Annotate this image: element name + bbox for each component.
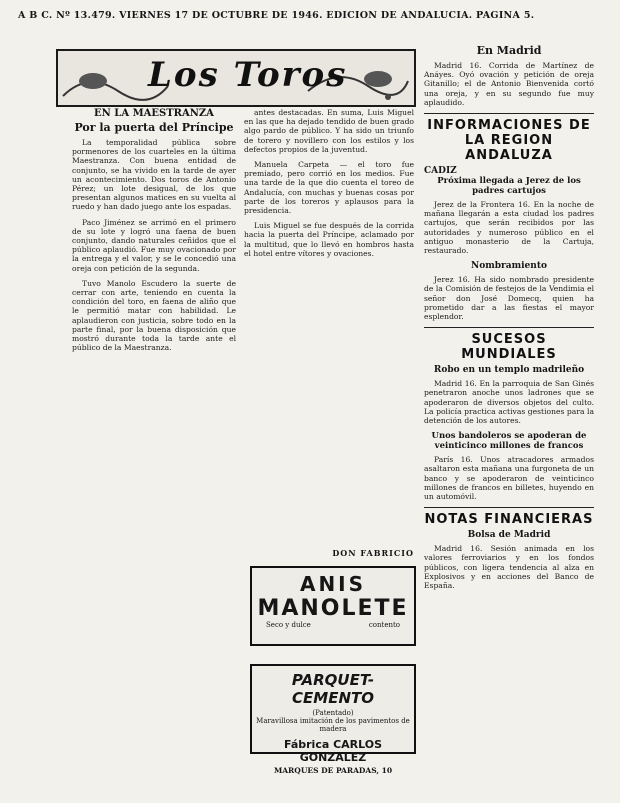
middle-paragraph: Luis Miguel se fue después de la corrida hacia la puerta del Príncipe, aclamado por la multitud, que lo llevó en hombros hasta el hotel entre vítores y ovaciones. bbox=[244, 221, 414, 258]
divider bbox=[424, 507, 594, 508]
madrid-text: Madrid 16. Corrida de Martínez de Anáyes. Oyó ovación y petición de oreja Gitanillo; el de Antonio Bienvenida cortó una oreja, y en su segundo fue muy aplaudido. bbox=[424, 61, 594, 107]
left-column bbox=[72, 108, 236, 708]
bolsa-title: Bolsa de Madrid bbox=[467, 530, 551, 541]
cadiz-label: CADIZ bbox=[424, 166, 457, 177]
left-paragraph: La temporalidad pública sobre pormenores de los cuarteles en la última Maestranza. Con buena entidad de conjunto, se ha vivido en la tarde de ayer un acontecimiento. Dos toros de Antonio Pérez; un lote desigual, de los que presentan algunos matices en su vuelta al ruedo y han dado juego ante los espadas. bbox=[72, 138, 236, 212]
robo-text: Madrid 16. En la parroquia de San Ginés penetraron anoche unos ladrones que se apoderaron de diversos objetos del culto. La policía practica activas gestiones para la detención de los autores. bbox=[424, 379, 594, 426]
anis-manolete-ad bbox=[250, 566, 416, 646]
middle-column bbox=[244, 108, 414, 558]
divider bbox=[424, 113, 594, 114]
parquet-firm: Fábrica CARLOS GONZALEZ bbox=[283, 738, 383, 764]
section-label: EN LA MAESTRANZA bbox=[94, 108, 214, 119]
parquet-address: MARQUES DE PARADAS, 10 bbox=[273, 766, 393, 775]
author-signature: DON FABRICIO bbox=[332, 548, 414, 558]
right-column bbox=[424, 44, 594, 784]
robo-title: Robo en un templo madrileño bbox=[433, 365, 585, 376]
middle-paragraph: Manuela Carpeta — el toro fue premiado, pero corrió en los medios. Fue una tarde de la que dio cuenta el toreo de Andalucía, con muchas y buenas cosas por parte de los toreros y aplausos para la presidencia. bbox=[244, 160, 414, 216]
usos-title: Unos bandoleros se apoderan de veinticinco millones de francos bbox=[431, 431, 587, 452]
anis-tag-left: Seco y dulce bbox=[266, 621, 311, 629]
madrid-title: En Madrid bbox=[476, 44, 542, 57]
los-toros-masthead bbox=[56, 49, 416, 107]
article-subtitle: Por la puerta del Príncipe bbox=[74, 121, 234, 134]
cadiz-subtitle: Próxima llegada a Jerez de los padres cartujos bbox=[437, 176, 581, 197]
notas-title: NOTAS FINANCIERAS bbox=[424, 512, 594, 528]
parquet-cemento-ad bbox=[250, 664, 416, 775]
manolete-title: MANOLETE bbox=[257, 596, 409, 621]
parquet-description: Maravillosa imitación de los pavimentos de madera bbox=[256, 717, 410, 733]
left-paragraph: Tuvo Manolo Escudero la suerte de cerrar con arte, teniendo en cuenta la condición del toro, en faena de aliño que le permitió matar con habilidad. Le aplaudieron con justicia, sobre todo en la parte final, por la buena disposición que mostró durante toda la tarde ante el público de la Maestranza. bbox=[72, 278, 236, 353]
page-header: A B C. Nº 13.479. VIERNES 17 DE OCTUBRE DE 1946. EDICION DE ANDALUCIA. PAGINA 5. bbox=[18, 10, 535, 21]
nombramiento-text: Jerez 16. Ha sido nombrado presidente de la Comisión de festejos de la Vendimia el señor don José Domecq, quien ha prometido dar a las fiestas el mayor esplendor. bbox=[424, 275, 594, 322]
anis-title: ANIS bbox=[299, 572, 367, 596]
informaciones-title: INFORMACIONES DE LA REGION ANDALUZA bbox=[427, 118, 591, 164]
masthead-title: Los Toros bbox=[148, 55, 348, 95]
cadiz-text: Jerez de la Frontera 16. En la noche de mañana llegarán a esta ciudad los padres cartujos, que serán recibidos por las autoridades y numeroso público en el antiguo monasterio de la Cartuja, restaurado. bbox=[424, 200, 594, 256]
anis-tag-right: contento bbox=[368, 621, 400, 629]
middle-paragraph: antes destacadas. En suma, Luis Miguel en las que ha dejado tendido de buen grado algo pardo de público. Y ha sido un triunfo de torero y novillero con los estilos y los defectos propios de la juventud. bbox=[244, 108, 414, 154]
sucesos-title: SUCESOS MUNDIALES bbox=[461, 332, 557, 363]
bolsa-text: Madrid 16. Sesión animada en los valores ferroviarios y en los fondos públicos, con ligera tendencia al alza en Explosivos y en acciones del Banco de España. bbox=[424, 544, 594, 591]
usos-text: París 16. Unos atracadores armados asaltaron esta mañana una furgoneta de un banco y se apoderaron de veinticinco millones de francos en billetes, huyendo en un automóvil. bbox=[424, 455, 594, 502]
nombramiento-title: Nombramiento bbox=[471, 261, 547, 272]
parquet-patent: (Patentado) bbox=[312, 709, 354, 717]
parquet-title: PARQUET-CEMENTO bbox=[291, 671, 375, 707]
divider bbox=[424, 327, 594, 328]
left-paragraph: Paco Jiménez se arrimó en el primero de su lote y logró una faena de buen conjunto, dando naturales ceñidos que el público aplaudió. Fue muy ovacionado por la entrega y el valor, y se le concedió una oreja con petición de la segunda. bbox=[72, 217, 236, 273]
